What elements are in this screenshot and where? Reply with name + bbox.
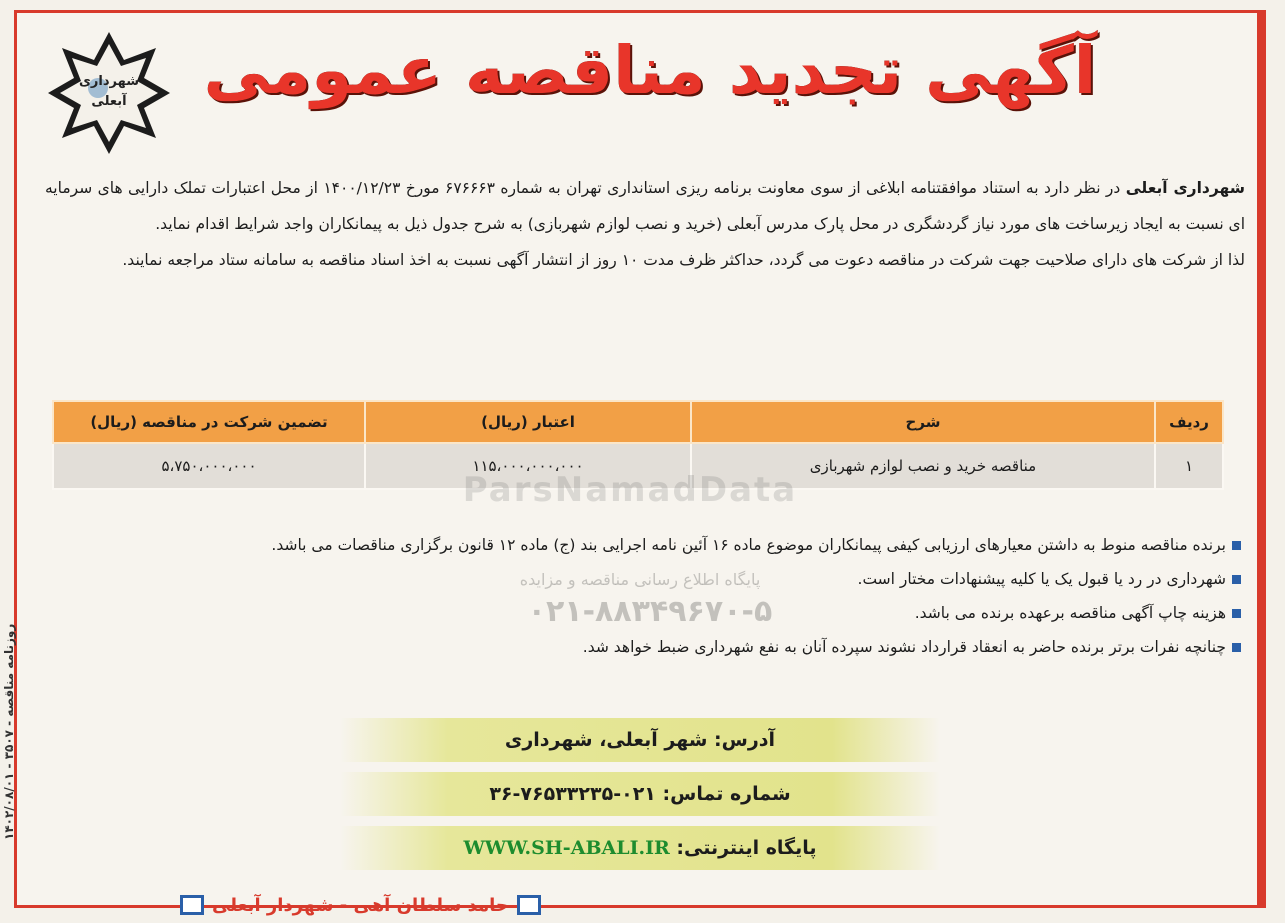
header-description: شرح xyxy=(691,401,1155,443)
bullet-square-icon xyxy=(1232,541,1241,550)
phone-label: شماره تماس: xyxy=(655,783,791,805)
intro-paragraph-2: لذا از شرکت های دارای صلاحیت جهت شرکت در مناقصه دعوت می گردد، حداکثر ظرف مدت ۱۰ روز از انتشار آگهی نسبت به اخذ اسناد مناقصه به سامانه ستاد مراجعه نمایند. xyxy=(122,251,1245,269)
conditions-list xyxy=(51,528,1241,664)
website-band xyxy=(340,826,940,870)
watermark-brand: ParsNamadData xyxy=(462,470,798,510)
header-row-number: ردیف xyxy=(1155,401,1223,443)
list-item xyxy=(51,596,1241,630)
condition-text: برنده مناقصه منوط به داشتن معیارهای ارزیابی کیفی پیمانکاران موضوع ماده ۱۶ آئین نامه اجرایی بند (ج) ماده ۱۲ قانون برگزاری مناقصات می باشد. xyxy=(271,536,1226,554)
org-name: شهرداری آبعلی xyxy=(1125,179,1245,197)
watermark-phone: ۰۲۱-۸۸۳۴۹۶۷۰-۵ xyxy=(527,594,773,629)
municipality-logo xyxy=(46,30,172,156)
intro-paragraph-1 xyxy=(45,170,1245,242)
footer-signature: حامد سلطان آهی - شهردار آبعلی xyxy=(212,894,509,916)
footer xyxy=(180,892,541,918)
list-item xyxy=(51,630,1241,664)
website-link[interactable]: WWW.SH-ABALI.IR xyxy=(463,837,670,859)
phone-number: ۰۲۱-۷۶۵۳۳۲۳۵-۳۶ xyxy=(489,783,656,805)
cell-credit: ۱۱۵،۰۰۰،۰۰۰،۰۰۰ xyxy=(365,443,691,489)
bullet-square-icon xyxy=(1232,575,1241,584)
logo-text-line2: آبعلی xyxy=(91,94,127,109)
website-label: پایگاه اینترنتی: xyxy=(669,837,817,859)
header-credit: اعتبار (ریال) xyxy=(365,401,691,443)
condition-text: هزینه چاپ آگهی مناقصه برعهده برنده می باشد. xyxy=(914,604,1226,622)
footer-box-icon xyxy=(517,895,541,915)
condition-text: شهرداری در رد یا قبول یک یا کلیه پیشنهادات مختار است. xyxy=(857,570,1226,588)
cell-guarantee: ۵،۷۵۰،۰۰۰،۰۰۰ xyxy=(53,443,365,489)
header-guarantee: تضمین شرکت در مناقصه (ریال) xyxy=(53,401,365,443)
intro-text xyxy=(45,170,1245,278)
newspaper-side-note: روزنامه مناقصه - ۳۵۰۷ - ۱۴۰۲/۰۸/۰۱ xyxy=(2,623,16,840)
watermark-line: پایگاه اطلاع رسانی مناقصه و مزایده xyxy=(519,570,761,589)
address-band: آدرس: شهر آبعلی، شهرداری xyxy=(340,718,940,762)
frame-edge xyxy=(1260,10,1266,908)
bullet-square-icon xyxy=(1232,609,1241,618)
table-header-row xyxy=(53,401,1223,443)
bullet-square-icon xyxy=(1232,643,1241,652)
logo-text-line1: شهرداری xyxy=(79,74,139,89)
phone-band xyxy=(340,772,940,816)
intro-paragraph-1-body: در نظر دارد به استناد موافقتنامه ابلاغی از سوی معاونت برنامه ریزی استانداری تهران به شماره ۶۷۶۶۶۳ مورخ ۱۴۰۰/۱۲/۲۳ از محل اعتبارات تملک دارایی های سرمایه ای نسبت به ایجاد زیرساخت های مورد نیاز گردشگری در محل پارک مدرس آبعلی (خرید و نصب لوازم شهربازی) به شرح جدول ذیل به پیمانکاران واجد شرایط اقدام نماید. xyxy=(45,179,1245,233)
list-item xyxy=(51,562,1241,596)
cell-row-number: ۱ xyxy=(1155,443,1223,489)
ad-title: آگهی تجدید مناقصه عمومی xyxy=(203,32,1097,109)
cell-description: مناقصه خرید و نصب لوازم شهربازی xyxy=(691,443,1155,489)
condition-text: چنانچه نفرات برتر برنده حاضر به انعقاد قرارداد نشوند سپرده آنان به نفع شهرداری ضبط خواهد شد. xyxy=(582,638,1226,656)
list-item xyxy=(51,528,1241,562)
footer-box-icon xyxy=(180,895,204,915)
